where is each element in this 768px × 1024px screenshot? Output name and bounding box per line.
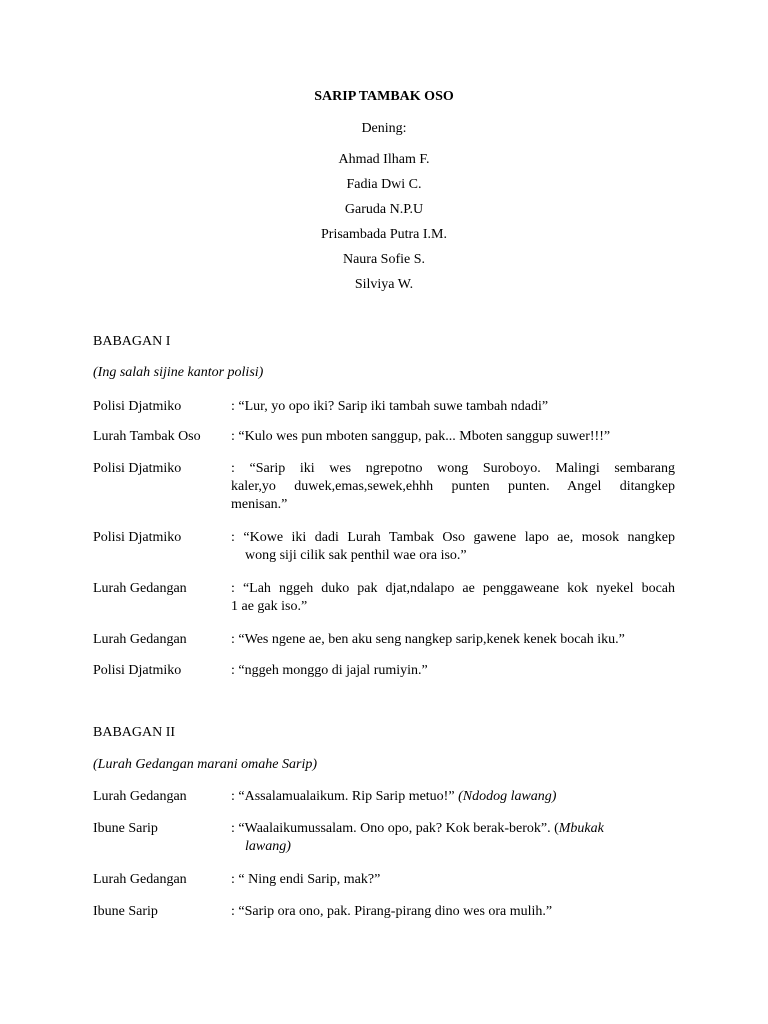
speaker-name: Lurah Gedangan: [93, 789, 187, 804]
dialogue-text: : “Sarip iki wes ngrepotno wong Suroboyo. Malingi sembarang: [231, 461, 675, 476]
by-label: Dening:: [361, 121, 407, 136]
speaker-name: Lurah Gedangan: [93, 581, 187, 596]
dialogue-text: kaler,yo duwek,emas,sewek,ehhh punten punten. Angel ditangkep: [231, 479, 675, 494]
speaker-name: Ibune Sarip: [93, 904, 158, 919]
speaker-name: Polisi Djatmiko: [93, 663, 182, 678]
author-name: Prisambada Putra I.M.: [321, 227, 447, 242]
dialogue-text: wong siji cilik sak penthil wae ora iso.”: [245, 548, 467, 563]
speaker-name: Polisi Djatmiko: [93, 461, 182, 476]
dialogue-text: : “ Ning endi Sarip, mak?”: [231, 872, 381, 887]
dialogue-text: 1 ae gak iso.”: [231, 599, 308, 614]
dialogue-text: menisan.”: [231, 497, 288, 512]
speaker-name: Lurah Tambak Oso: [93, 429, 201, 444]
dialogue-text: : “nggeh monggo di jajal rumiyin.”: [231, 663, 428, 678]
stage-action: lawang): [245, 839, 291, 854]
speaker-name: Polisi Djatmiko: [93, 399, 182, 414]
dialogue-text: : “Sarip ora ono, pak. Pirang-pirang dino wes ora mulih.”: [231, 904, 553, 919]
stage-action: Mbukak: [558, 821, 604, 836]
speaker-name: Lurah Gedangan: [93, 632, 187, 647]
author-name: Silviya W.: [354, 277, 414, 292]
dialogue-text: : “Kulo wes pun mboten sanggup, pak... Mboten sanggup suwer!!!”: [231, 429, 611, 444]
dialogue-text: : “Kowe iki dadi Lurah Tambak Oso gawene lapo ae, mosok nangkep: [231, 530, 675, 545]
author-name: Naura Sofie S.: [342, 252, 426, 267]
author-name: Fadia Dwi C.: [346, 177, 422, 192]
stage-action: (Ndodog lawang): [458, 789, 557, 804]
dialogue-text: : “Assalamualaikum. Rip Sarip metuo!”: [231, 789, 455, 804]
speaker-name: Lurah Gedangan: [93, 872, 187, 887]
stage-direction: (Lurah Gedangan marani omahe Sarip): [93, 757, 317, 772]
author-name: Garuda N.P.U: [344, 202, 424, 217]
dialogue-text: : “Waalaikumussalam. Ono opo, pak? Kok berak-berok”. (: [231, 821, 559, 836]
play-title: SARIP TAMBAK OSO: [314, 89, 454, 104]
speaker-name: Polisi Djatmiko: [93, 530, 182, 545]
dialogue-text: : “Lah nggeh duko pak djat,ndalapo ae penggaweane kok nyekel bocah: [231, 581, 675, 596]
speaker-name: Ibune Sarip: [93, 821, 158, 836]
section-heading: BABAGAN I: [93, 334, 171, 349]
stage-direction: (Ing salah sijine kantor polisi): [93, 365, 264, 380]
section-heading: BABAGAN II: [93, 725, 176, 740]
dialogue-text: : “Wes ngene ae, ben aku seng nangkep sarip,kenek kenek bocah iku.”: [231, 632, 625, 647]
dialogue-text: : “Lur, yo opo iki? Sarip iki tambah suwe tambah ndadi”: [231, 399, 549, 414]
author-name: Ahmad Ilham F.: [338, 152, 430, 167]
